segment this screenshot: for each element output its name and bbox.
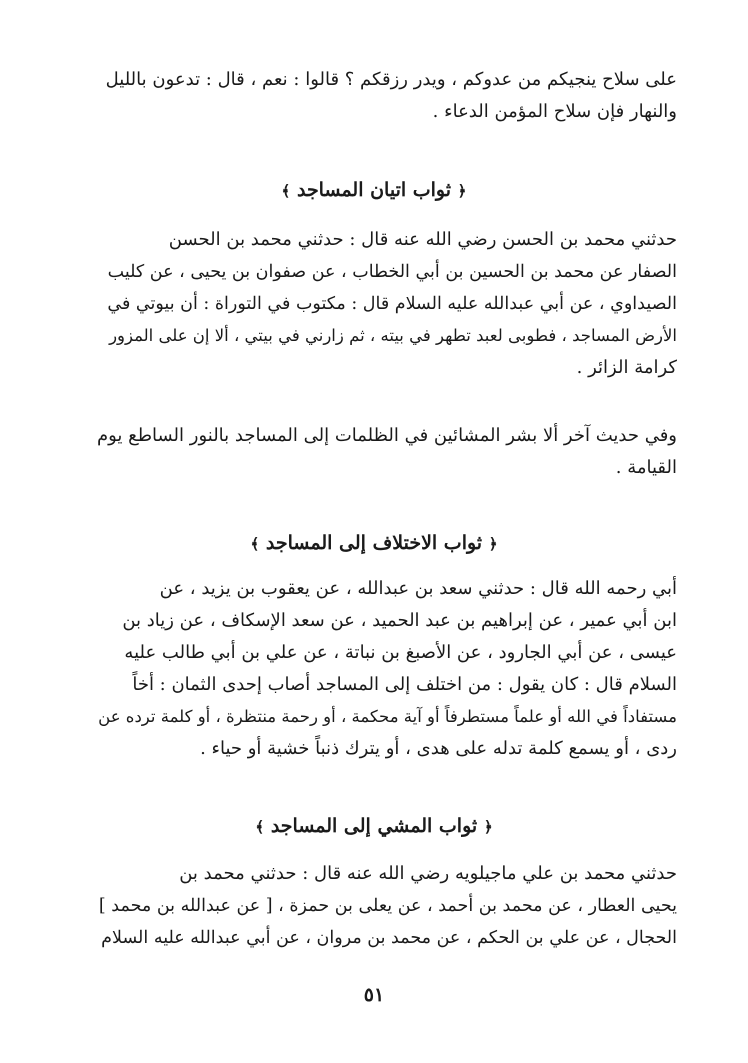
section-paragraph bbox=[95, 573, 677, 765]
section-paragraph bbox=[95, 858, 677, 954]
ornament-bracket: ﴾ bbox=[281, 182, 291, 200]
section-heading bbox=[0, 174, 748, 206]
text-line: السلام قال : كان يقول : من اختلف إلى المساجد أصاب إحدى الثمان : أخاً bbox=[132, 674, 677, 695]
section-heading bbox=[0, 527, 748, 559]
text-line: ابن أبي عمير ، عن إبراهيم بن عبد الحميد ، عن سعد الإسكاف ، عن زياد بن bbox=[122, 610, 677, 631]
section-title: ثواب الاختلاف إلى المساجد bbox=[265, 532, 483, 554]
text-line: وفي حديث آخر ألا بشر المشائين في الظلمات إلى المساجد بالنور الساطع يوم bbox=[96, 425, 677, 446]
intro-paragraph bbox=[95, 64, 677, 128]
text-line: حدثني محمد بن علي ماجيلويه رضي الله عنه قال : حدثني محمد بن bbox=[179, 863, 677, 884]
text-line: ردى ، أو يسمع كلمة تدله على هدى ، أو يترك ذنباً خشية أو حياء . bbox=[200, 738, 677, 759]
ornament-bracket: ﴾ bbox=[250, 535, 260, 553]
section-title: ثواب المشي إلى المساجد bbox=[270, 815, 478, 837]
ornament-bracket: ﴿ bbox=[483, 818, 493, 836]
section-paragraph bbox=[95, 224, 677, 384]
ornament-bracket: ﴾ bbox=[255, 818, 265, 836]
section-paragraph bbox=[95, 420, 677, 484]
ornament-bracket: ﴿ bbox=[488, 535, 498, 553]
text-line: عيسى ، عن أبي الجارود ، عن الأصبغ بن نباتة ، عن علي بن أبي طالب عليه bbox=[124, 642, 677, 663]
text-line: مستفاداً في الله أو علماً مستطرفاً أو آية محكمة ، أو رحمة منتظرة ، أو كلمة ترده عن bbox=[98, 707, 677, 726]
text-line: كرامة الزائر . bbox=[576, 357, 677, 378]
text-line: القيامة . bbox=[615, 457, 677, 478]
text-line: أبي رحمه الله قال : حدثني سعد بن عبدالله ، عن يعقوب بن يزيد ، عن bbox=[159, 578, 677, 599]
section-title: ثواب اتيان المساجد bbox=[296, 179, 452, 201]
page-number: ٥١ bbox=[363, 984, 385, 1006]
text-line: الصيداوي ، عن أبي عبدالله عليه السلام قال : مكتوب في التوراة : أن بيوتي في bbox=[107, 294, 677, 314]
section-heading bbox=[0, 810, 748, 842]
text-line: الصفار عن محمد بن الحسين بن أبي الخطاب ، عن صفوان بن يحيى ، عن كليب bbox=[107, 262, 677, 282]
text-line: حدثني محمد بن الحسن رضي الله عنه قال : حدثني محمد بن الحسن bbox=[168, 229, 677, 250]
text-line: يحيى العطار ، عن محمد بن أحمد ، عن يعلى بن حمزة ، [ عن عبدالله بن محمد ] bbox=[98, 896, 677, 916]
text-line: الأرض المساجد ، فطوبى لعبد تطهر في بيته ، ثم زارني في بيتي ، ألا إن على المزور bbox=[109, 326, 677, 345]
text-line: الحجال ، عن علي بن الحكم ، عن محمد بن مروان ، عن أبي عبدالله عليه السلام bbox=[101, 928, 677, 948]
text-line: والنهار فإن سلاح المؤمن الدعاء . bbox=[432, 101, 677, 122]
text-line: على سلاح ينجيكم من عدوكم ، ويدر رزقكم ؟ قالوا : نعم ، قال : تدعون بالليل bbox=[105, 69, 677, 90]
ornament-bracket: ﴿ bbox=[457, 182, 467, 200]
